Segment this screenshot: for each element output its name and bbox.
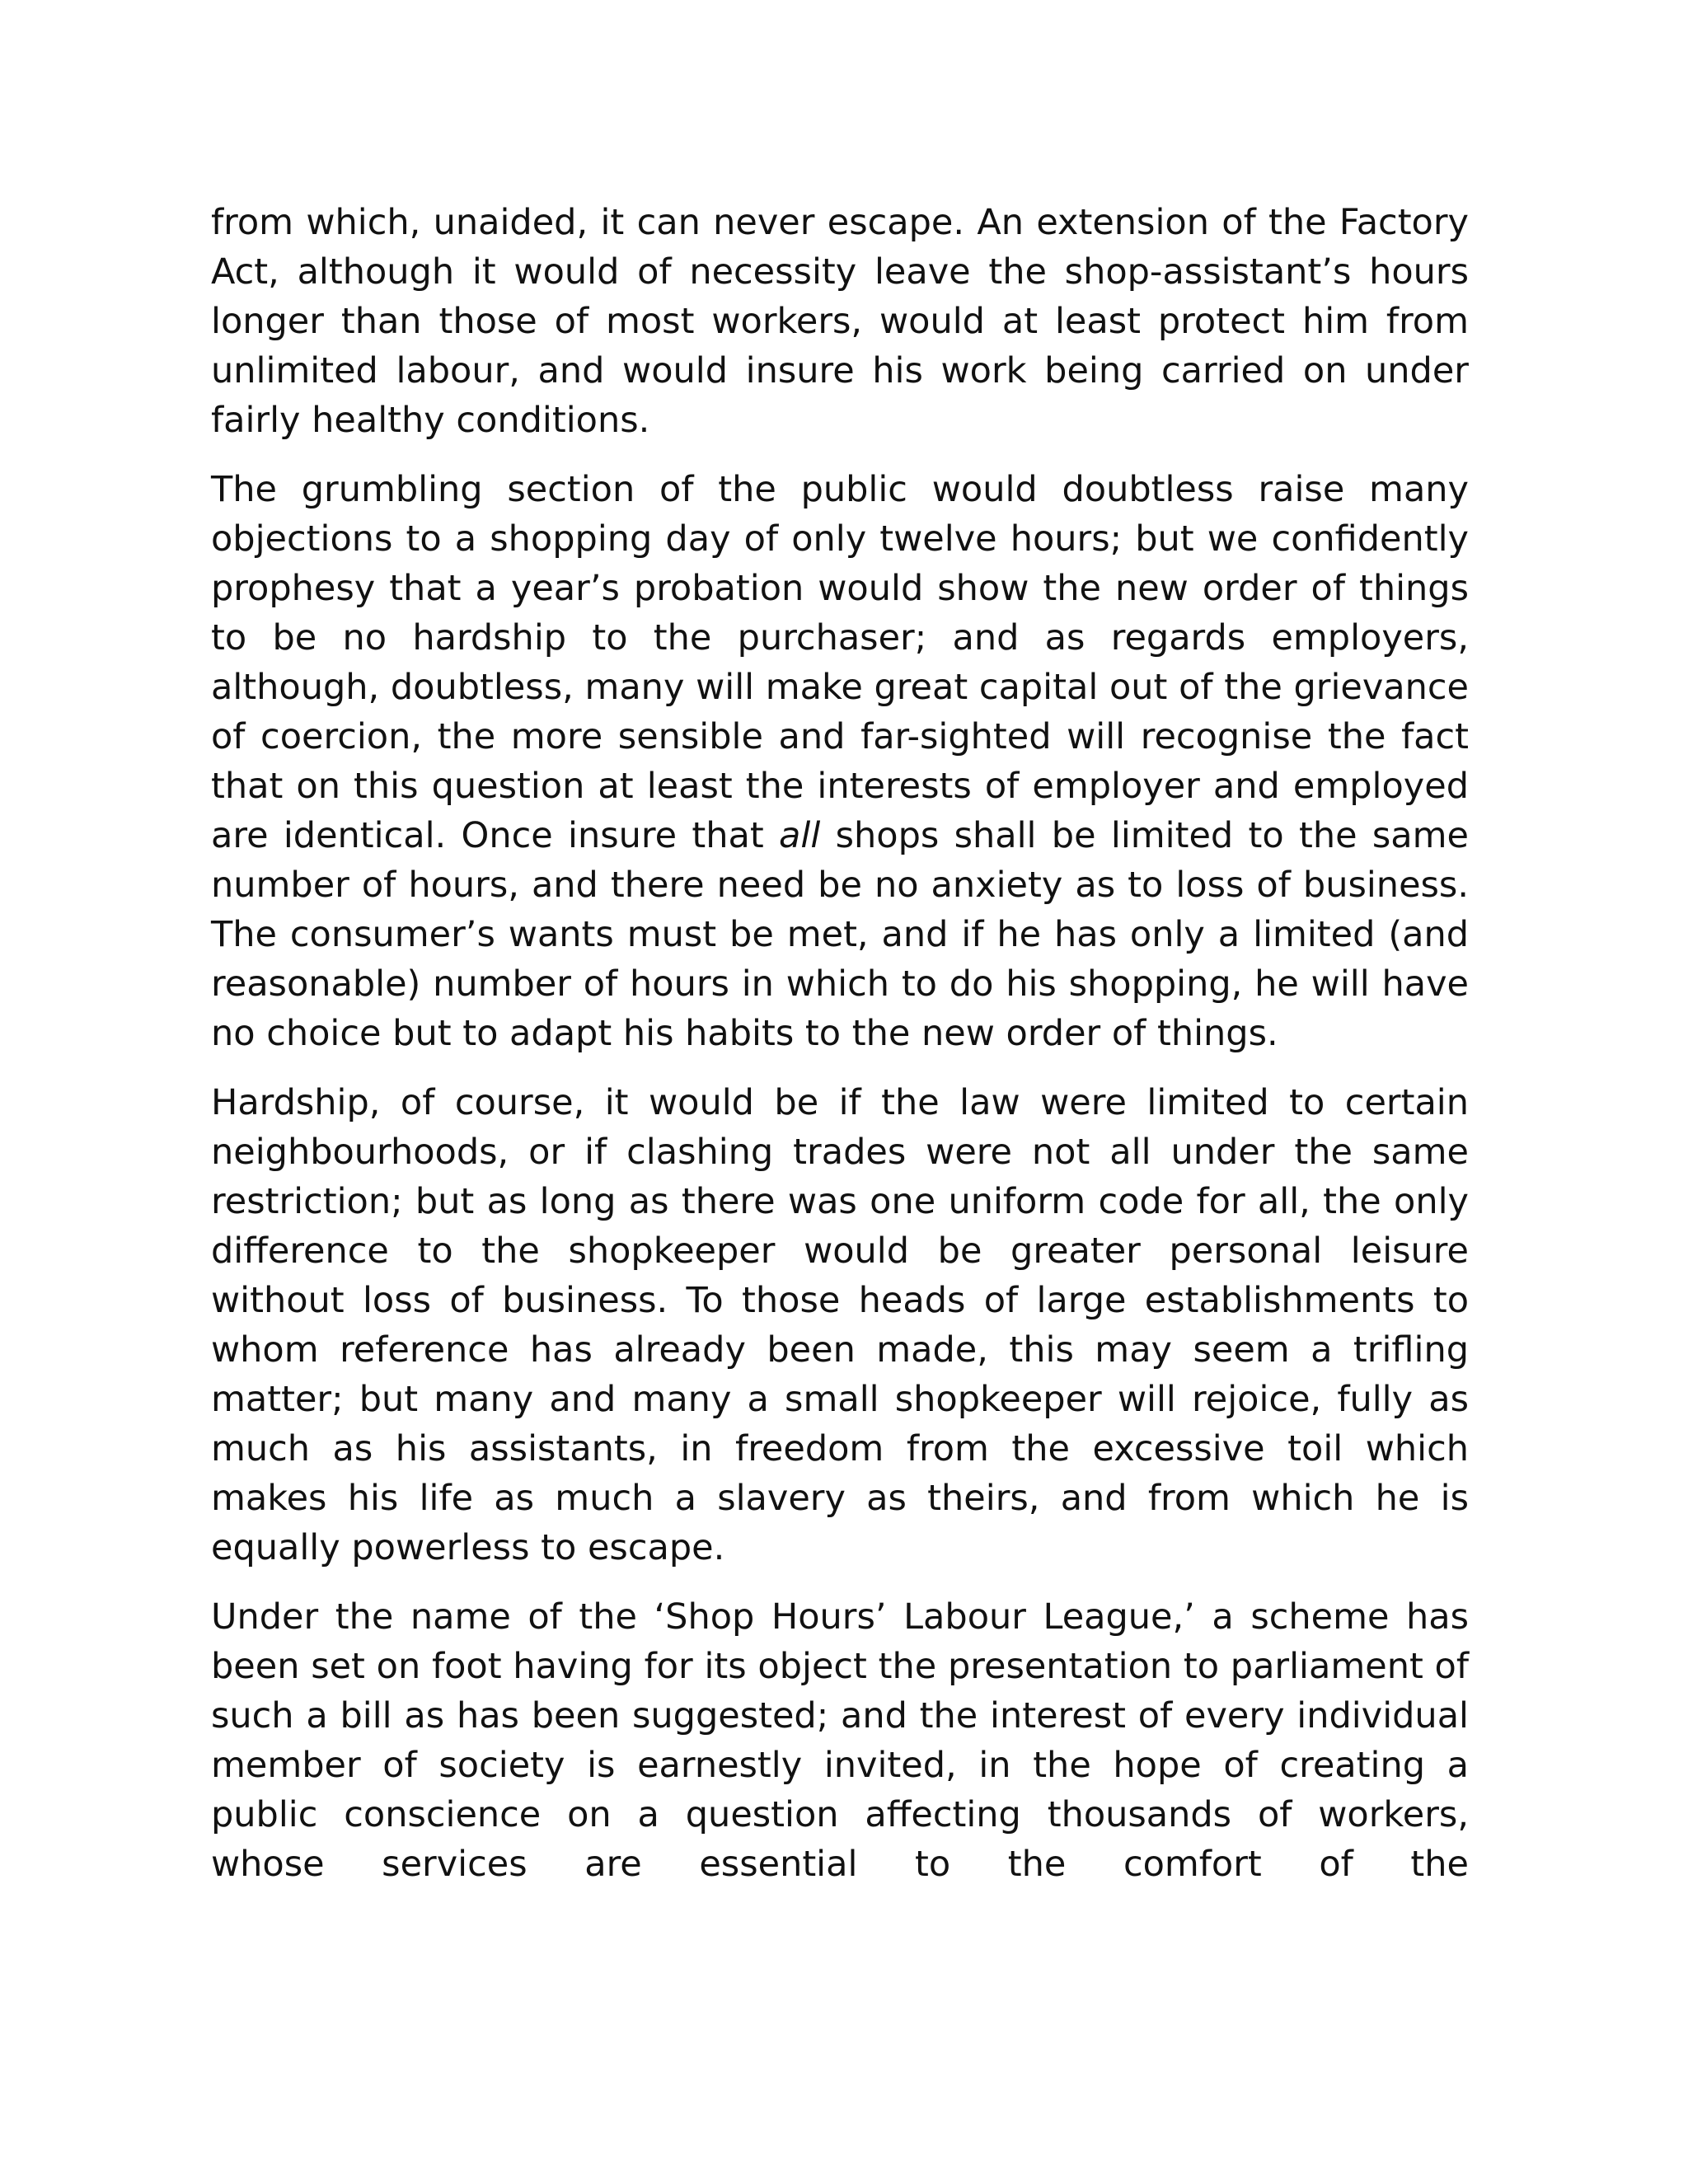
- emphasis-all: all: [779, 815, 821, 856]
- body-text: [211, 198, 1469, 1909]
- paragraph-2-text-after: shops shall be limited to the same number of hours, and there need be no anxiety as to loss of business. The consumer’s wants must be met, and if he has only a limited (and reasonable) number of hours in which to do his shopping, he will have no choice but to adapt his habits to the new order of things.: [211, 815, 1469, 1054]
- paragraph-3: Hardship, of course, it would be if the law were limited to certain neighbourhoods, or if clashing trades were not all under the same restriction; but as long as there was one uniform code for all, the only difference to the shopkeeper would be greater personal leisure without loss of business. To those heads of large establishments to whom reference has already been made, this may seem a trifling matter; but many and many a small shopkeeper will rejoice, fully as much as his assistants, in freedom from the excessive toil which makes his life as much a slavery as theirs, and from which he is equally powerless to escape.: [211, 1082, 1469, 1568]
- paragraph-2-text-before: The grumbling section of the public would doubtless raise many objections to a shopping day of only twelve hours; but we confidently prophesy that a year’s probation would show the new order of things to be no hardship to the purchaser; and as regards employers, although, doubtless, many will make great capital out of the grievance of coercion, the more sensible and far-sighted will recognise the fact that on this question at least the interests of employer and employed are identical. Once insure that: [211, 469, 1469, 856]
- paragraph-1: from which, unaided, it can never escape. An extension of the Factory Act, although it would of necessity leave the shop-assistant’s hours longer than those of most workers, would at least protect him from unlimited labour, and would insure his work being carried on under fairly healthy conditions.: [211, 202, 1469, 441]
- paragraph-4: Under the name of the ‘Shop Hours’ Labour League,’ a scheme has been set on foot having for its object the presentation to parliament of such a bill as has been suggested; and the interest of every individual member of society is earnestly invited, in the hope of creating a public conscience on a question affecting thousands of workers, whose services are essential to the comfort of the: [211, 1596, 1469, 1885]
- paragraph-2: [211, 465, 1469, 1058]
